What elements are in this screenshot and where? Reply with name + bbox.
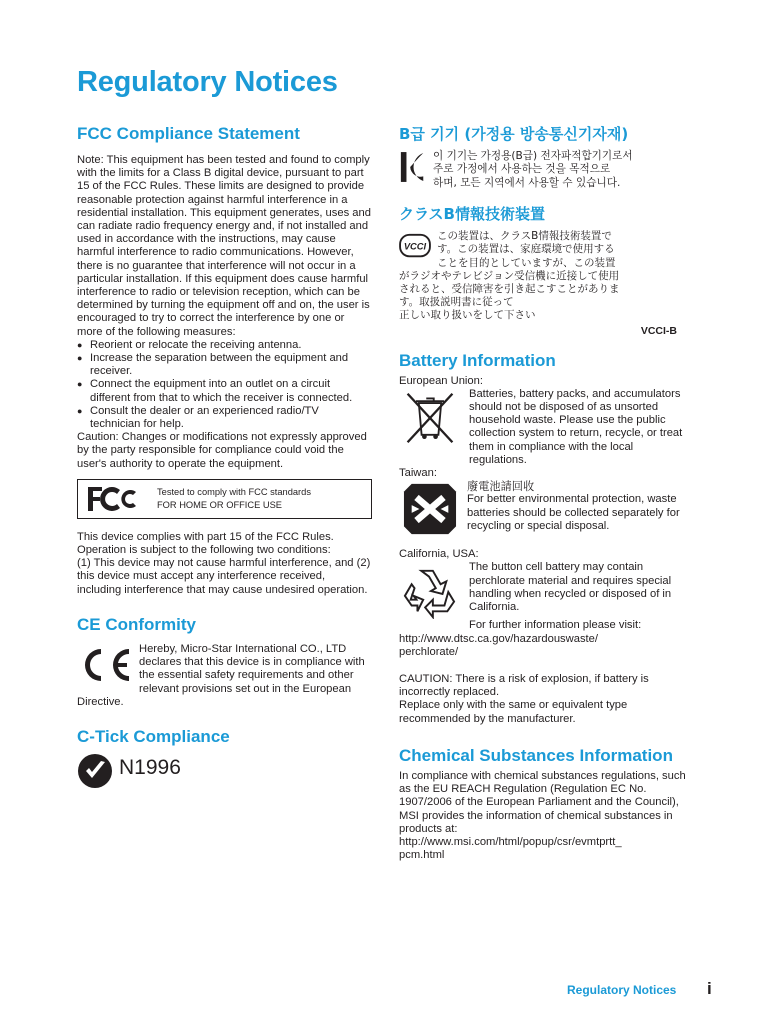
list-item: ● Increase the separation between the equipment and receiver. [77, 352, 372, 378]
battery-eu-label: European Union: [399, 374, 483, 387]
ctick-heading: C-Tick Compliance [77, 726, 230, 746]
battery-eu-block [399, 388, 691, 467]
vcci-line4: がラジオやテレビジョン受信機に近接して使用 [399, 269, 620, 282]
vcci-mark-icon [399, 232, 431, 260]
battery-ca-url1[interactable]: http://www.dtsc.ca.gov/hazardouswaste/ [399, 632, 598, 645]
battery-heading: Battery Information [399, 350, 556, 370]
korea-heading: B급 기기 (가정용 방송통신기자재) [399, 125, 629, 143]
korea-line3: 하며, 모든 지역에서 사용할 수 있습니다. [433, 176, 621, 189]
list-item: ● Reorient or relocate the receiving antenna. [77, 339, 372, 352]
fcc-compliance: This device complies with part 15 of the FCC Rules. Operation is subject to the following two conditions: [77, 530, 334, 557]
c-tick-icon [77, 753, 113, 789]
fcc-logo-icon [86, 484, 140, 514]
battery-ca-text: The button cell battery may contain perchlorate material and requires special handling when recycled or disposed of in California. [469, 561, 672, 614]
vcci-line7: 正しい取り扱いをして下さい [399, 309, 536, 322]
battery-tw-chinese: 廢電池請回收 [467, 480, 535, 494]
battery-caution1: CAUTION: There is a risk of explosion, if battery is incorrectly replaced. [399, 673, 649, 699]
ce-heading: CE Conformity [77, 614, 196, 634]
ce-mark-icon [77, 645, 133, 685]
battery-eu-text: Batteries, battery packs, and accumulators should not be disposed of as unsorted household waste. Please use the public collection system to return, recycle, or treat them in compliance with the local regulations. [469, 387, 683, 466]
right-column [399, 124, 691, 862]
left-column [77, 124, 372, 789]
ce-block [77, 643, 372, 709]
korea-line1: 이 기기는 가정용(B급) 전자파적합기기로서 [433, 150, 633, 162]
list-item: ● Consult the dealer or an experienced radio/TV technician for help. [77, 405, 372, 431]
svg-text:VCCI: VCCI [403, 241, 427, 252]
battery-tw-block [399, 480, 691, 536]
vcci-line2: す。この装置は、家庭環境で使用する [437, 243, 615, 256]
fcc-label-box [77, 479, 372, 519]
fcc-box-line2: FOR HOME OR OFFICE USE [157, 499, 282, 510]
taiwan-recycle-icon [399, 482, 461, 536]
battery-caution2: Replace only with the same or equivalent type recommended by the manufacturer. [399, 699, 628, 725]
fcc-note: Note: This equipment has been tested and found to comply with the limits for a Class B digital device, pursuant to part 15 of the FCC Rules. These limits are designed to provide reasonable protection against harmful interference in a residential installation. This equipment generates, uses and can radiate radio frequency energy and, if not installed and used in accordance with the instructions, may cause harmful interference to radio communications. However, there is no guarantee that interference will not occur in a particular installation. If this equipment does cause harmful interference to radio or television reception, which can be determined by turning the equipment off and on, the user is encouraged to try to correct the interference by one or more of the following measures: [77, 154, 371, 338]
vcci-line6: す。取扱説明書に従って [399, 296, 514, 309]
chemical-url2[interactable]: pcm.html [399, 849, 445, 862]
vcci-label: VCCI-B [640, 324, 677, 337]
footer-section-label: Regulatory Notices [567, 983, 677, 997]
battery-tw-text: For better environmental protection, waste batteries should be collected separately for recycling or special disposal. [467, 493, 680, 532]
battery-ca-label: California, USA: [399, 548, 479, 561]
vcci-line1: この装置は、クラスB情報技術装置で [437, 230, 612, 243]
fcc-box-line1: Tested to comply with FCC standards [157, 486, 311, 497]
list-item: ● Connect the equipment into an outlet on a circuit different from that to which the receiver is connected. [77, 378, 372, 404]
ctick-code: N1996 [119, 755, 181, 779]
kc-mark-icon [399, 150, 427, 184]
korea-block [399, 150, 691, 190]
chemical-text: In compliance with chemical substances regulations, such as the EU REACH Regulation (Regulation EC No. 1907/2006 of the European Parliament and the Council), MSI provides the information of chemical substances in products at: [399, 769, 686, 835]
vcci-block [399, 230, 691, 322]
fcc-caution: Caution: Changes or modifications not expressly approved by the party responsible for compliance could void the user's authority to operate the equipment. [77, 431, 367, 470]
fcc-conditions: (1) This device may not cause harmful interference, and (2) this device must accept any interference received, including interference that may cause undesired operation. [77, 557, 371, 596]
vcci-line5: されると、受信障害を引き起こすことがありま [399, 283, 620, 296]
battery-ca-block [399, 561, 691, 619]
page-title: Regulatory Notices [77, 66, 338, 98]
recycle-icon [399, 565, 459, 619]
battery-tw-label: Taiwan: [399, 467, 437, 480]
crossed-bin-icon [400, 390, 460, 446]
vcci-line3: ことを目的としていますが、この装置 [437, 256, 616, 269]
korea-line2: 주로 가정에서 사용하는 것을 목적으로 [433, 163, 611, 176]
vcci-heading: クラスB情報技術装置 [399, 205, 545, 224]
chemical-heading: Chemical Substances Information [399, 745, 673, 765]
battery-ca-url2[interactable]: perchlorate/ [399, 645, 459, 658]
fcc-measures-list [77, 339, 372, 431]
ctick-row [77, 753, 372, 789]
ce-text: Hereby, Micro-Star International CO., LTD declares that this device is in compliance with the essential safety requirements and other relevant provisions set out in the European Directive. [77, 642, 365, 708]
chemical-url1[interactable]: http://www.msi.com/html/popup/csr/evmtprtt_ [399, 835, 622, 848]
fcc-heading: FCC Compliance Statement [77, 124, 300, 143]
page-number: i [707, 979, 712, 998]
battery-ca-visit: For further information please visit: [469, 619, 642, 632]
